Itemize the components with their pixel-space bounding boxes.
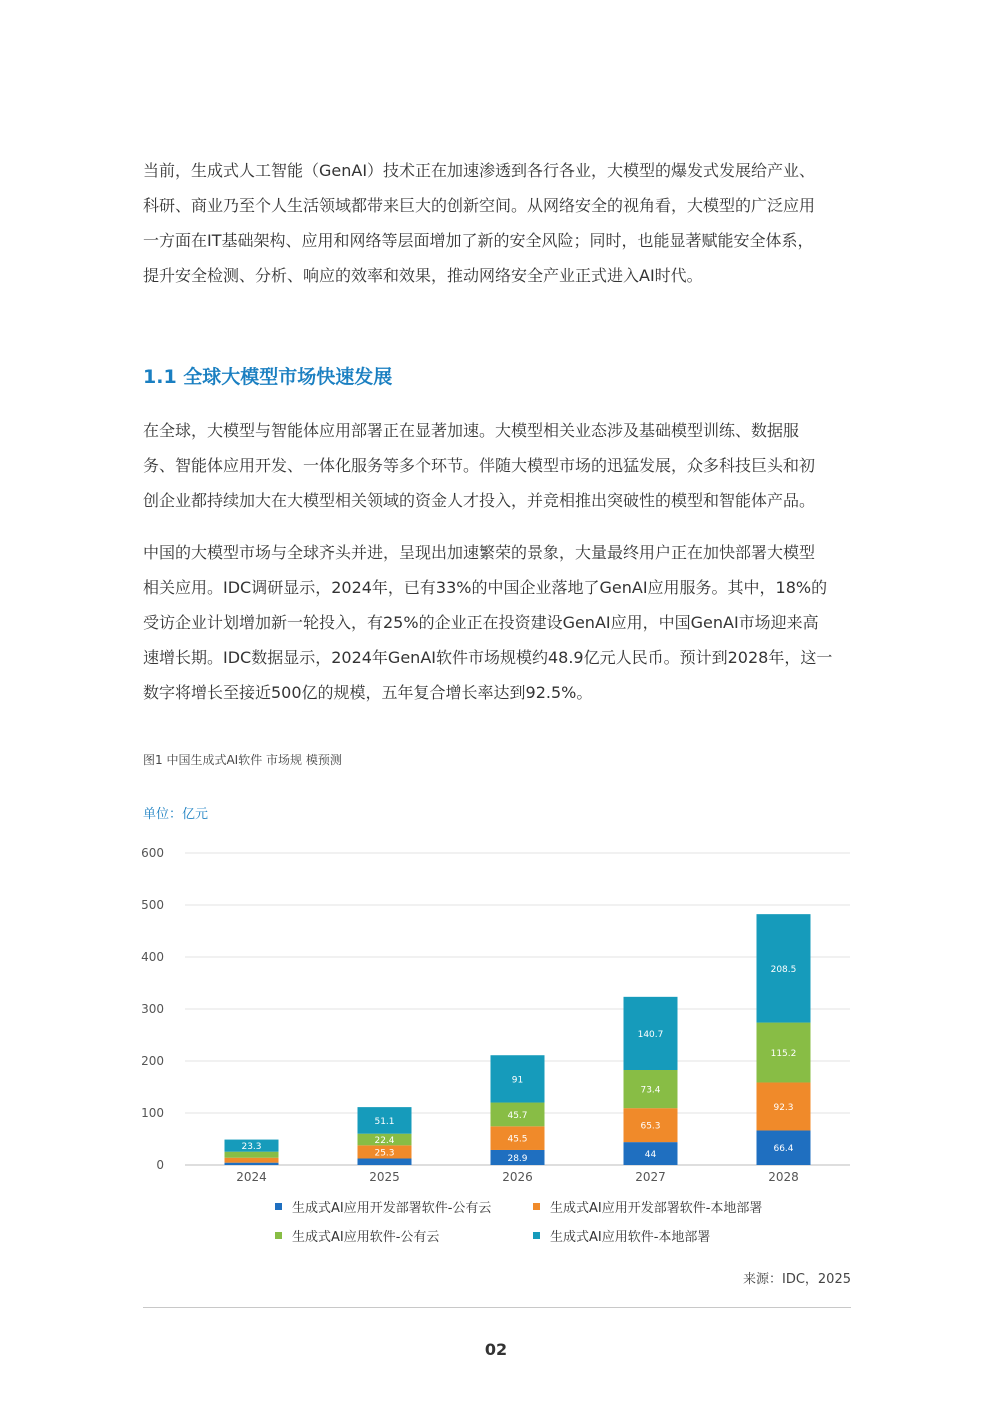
legend-item	[275, 1197, 491, 1216]
legend-item	[533, 1197, 762, 1216]
data-label: 115.2	[770, 1049, 797, 1060]
y-tick-label: 200	[141, 1054, 164, 1068]
section-paragraph-2	[143, 535, 853, 710]
data-label: 45.5	[507, 1134, 528, 1145]
y-tick-label: 400	[141, 950, 164, 964]
legend-item	[275, 1226, 439, 1245]
paragraph-line: 受访企业计划增加新一轮投入，有25%的企业正在投资建设GenAI应用，中国GenAI市场迎来高	[143, 613, 819, 632]
y-tick-label: 600	[141, 846, 164, 860]
paragraph-line: 创企业都持续加大在大模型相关领域的资金人才投入，并竞相推出突破性的模型和智能体产品。	[143, 491, 816, 510]
legend-label: 生成式AI应用软件-公有云	[292, 1230, 440, 1245]
intro-paragraph	[143, 153, 853, 293]
intro-line: 一方面在IT基础架构、应用和网络等层面增加了新的安全风险；同时，也能显著赋能安全体系，	[143, 231, 814, 250]
x-tick-label: 2027	[635, 1170, 666, 1184]
legend-swatch	[275, 1203, 282, 1210]
data-label: 22.4	[374, 1136, 395, 1147]
intro-line: 科研、商业乃至个人生活领域都带来巨大的创新空间。从网络安全的视角看，大模型的广泛应用	[143, 196, 816, 215]
bar-segment	[358, 1159, 412, 1166]
data-label: 25.3	[374, 1148, 395, 1159]
data-label: 73.4	[640, 1085, 661, 1096]
legend-item	[533, 1226, 710, 1245]
paragraph-line: 相关应用。IDC调研显示，2024年，已有33%的中国企业落地了GenAI应用服务。其中，18%的	[143, 578, 828, 597]
figure-caption: 图1 中国生成式AI软件 市场规 模预测	[143, 753, 342, 767]
data-label: 140.7	[637, 1029, 664, 1040]
paragraph-line: 在全球，大模型与智能体应用部署正在显著加速。大模型相关业态涉及基础模型训练、数据服	[143, 421, 800, 440]
bar-segment	[225, 1158, 279, 1163]
page-number: 02	[484, 1340, 508, 1359]
footer-divider	[143, 1307, 851, 1308]
paragraph-line: 中国的大模型市场与全球齐头并进，呈现出加速繁荣的景象，大量最终用户正在加快部署大模型	[143, 543, 816, 562]
chart-unit-label: 单位：亿元	[143, 807, 209, 822]
paragraph-line: 速增长期。IDC数据显示，2024年GenAI软件市场规模约48.9亿元人民币。预计到2028年，这一	[143, 648, 833, 667]
data-label: 23.3	[241, 1142, 262, 1153]
data-label: 45.7	[507, 1110, 528, 1121]
x-tick-label: 2028	[768, 1170, 799, 1184]
legend-swatch	[533, 1203, 540, 1210]
bar-segment	[225, 1152, 279, 1158]
data-label: 44	[644, 1150, 657, 1161]
data-label: 92.3	[773, 1102, 794, 1113]
x-tick-label: 2025	[369, 1170, 400, 1184]
legend-swatch	[533, 1232, 540, 1239]
x-tick-label: 2024	[236, 1170, 267, 1184]
figure-source: 来源：IDC，2025	[742, 1272, 851, 1287]
bar-segment	[225, 1163, 279, 1165]
data-label: 51.1	[374, 1116, 395, 1127]
section-heading: 1.1 全球大模型市场快速发展	[143, 366, 393, 388]
y-tick-label: 0	[156, 1158, 164, 1172]
data-label: 66.4	[773, 1144, 794, 1155]
y-tick-label: 100	[141, 1106, 164, 1120]
data-label: 208.5	[770, 964, 797, 975]
stacked-bar-chart	[130, 840, 860, 1185]
intro-line: 提升安全检测、分析、响应的效率和效果，推动网络安全产业正式进入AI时代。	[143, 266, 703, 285]
legend-label: 生成式AI应用开发部署软件-公有云	[292, 1201, 492, 1216]
y-tick-label: 300	[141, 1002, 164, 1016]
intro-line: 当前，生成式人工智能（GenAI）技术正在加速渗透到各行各业，大模型的爆发式发展给产业、	[143, 161, 816, 180]
y-tick-label: 500	[141, 898, 164, 912]
data-label: 28.9	[507, 1153, 528, 1164]
legend-swatch	[275, 1232, 282, 1239]
paragraph-line: 数字将增长至接近500亿的规模，五年复合增长率达到92.5%。	[143, 683, 593, 702]
data-label: 91	[511, 1075, 524, 1086]
data-label: 65.3	[640, 1121, 661, 1132]
x-tick-label: 2026	[502, 1170, 533, 1184]
legend-label: 生成式AI应用软件-本地部署	[550, 1230, 711, 1245]
section-paragraph-1	[143, 413, 853, 518]
paragraph-line: 务、智能体应用开发、一体化服务等多个环节。伴随大模型市场的迅猛发展，众多科技巨头和初	[143, 456, 816, 475]
legend-label: 生成式AI应用开发部署软件-本地部署	[550, 1201, 763, 1216]
